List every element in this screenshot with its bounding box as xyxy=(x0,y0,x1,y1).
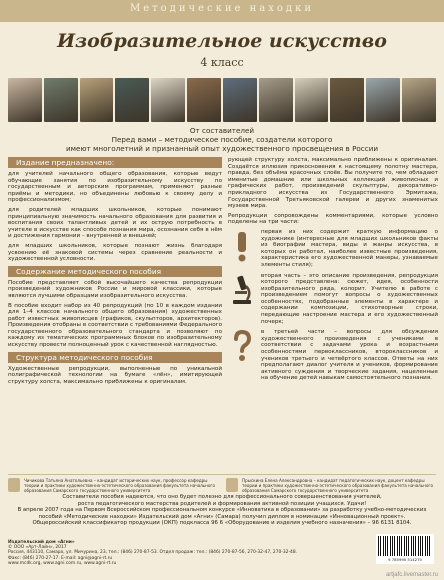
reproduction-thumbnail xyxy=(295,78,329,122)
publisher-name: Издательский дом «Агни» xyxy=(8,540,75,545)
publisher-address: Россия, 443110, Самара, ул. Мичурина, 23, тел.: (846) 270-87-53. Отдел продаж: тел.: (846) 270-87-56, 270-32-47, 270-32-48. Факс: (846) 270-27-17. E-mail: agni@agni-rt.ru xyxy=(8,550,298,561)
imprint xyxy=(8,540,308,566)
reproduction-thumbnail xyxy=(115,78,149,122)
footer-line-1: Составители пособия надеются, что оно будет полезно для профессионального совершенствования учителей, xyxy=(62,494,382,500)
barcode xyxy=(376,534,434,564)
reproduction-thumbnail xyxy=(402,78,436,122)
publisher-websites: www.mcdk.org, www.agni.com.ru, www.agni-rt.ru xyxy=(8,560,117,566)
heading-contents: Содержание методического пособия xyxy=(8,266,222,277)
watermark: artjafc.livemaster.ru xyxy=(385,572,438,578)
reproduction-thumbnail xyxy=(80,78,114,122)
footer-text xyxy=(8,494,436,527)
reproduction-thumbnail xyxy=(330,78,364,122)
microscope-icon xyxy=(228,273,256,307)
reproduction-thumbnail xyxy=(259,78,293,122)
footer-line-4: Общероссийский классификатор продукции (ОКП) подкласса 96 6 «Оборудование и изделия учебного назначения» – 96 6131 8104. xyxy=(32,520,412,526)
reproduction-thumbnail xyxy=(187,78,221,122)
heading-purpose: Издание предназначено: xyxy=(8,157,222,168)
authors-row xyxy=(8,474,436,493)
reproduction-thumbnail xyxy=(44,78,78,122)
author-2 xyxy=(226,478,436,493)
author-2-photo xyxy=(226,478,238,492)
structure-paragraph: Художественные репродукции, выполненные по уникальной полиграфической технологии на бумаге «лён», имитирующей структуру холста, максимально приближены к оригиналам. xyxy=(8,365,222,385)
intro-heading: От составителей xyxy=(189,126,255,135)
author-1-photo xyxy=(8,478,20,492)
heading-structure: Структура методического пособия xyxy=(8,352,222,363)
comment-part-1-text: первая из них содержит краткую информацию о художнике (интересные для младших школьников факты из биографии мастера, виды и жанры искусства, в которых он работал, наиболее известные произведения, характеристика его художественной манеры, узнаваемые элементы стиля); xyxy=(261,228,438,268)
author-1-bio: Чичикова Татьяна Анатольевна – кандидат исторических наук, профессор кафедры теории и практики художественно-эстетического образования факультета начального образования Самарского государственного университета xyxy=(24,478,216,493)
author-2-bio: Прыскина Елена Александровна – кандидат педагогических наук, доцент кафедры теории и практики художественно-эстетического образования факультета начального образования Самарского государственного университета xyxy=(242,478,434,493)
reproduction-thumbnail xyxy=(151,78,185,122)
intro-line-2: Перед вами – методическое пособие, создатели которого xyxy=(111,135,333,144)
left-column xyxy=(8,157,222,388)
comment-part-1 xyxy=(228,229,438,269)
purpose-pupils: для младших школьников, которые познают жизнь благодаря усвоению её знаковой системы через сравнение реальности и художественной условности. xyxy=(8,242,222,263)
intro-line-3: имеют многолетний и признанный опыт художественного просвещения в России xyxy=(65,144,379,153)
reproduction-thumbnail xyxy=(8,78,42,122)
purpose-parents: для родителей младших школьников, которые понимают принципиальную значимость начального образования для развития и воспитания своих талантливых детей и их острую потребность в учителе в искусстве как способе познания мира, осознания себя в нём и достижения гармонии – внутренней и внешней; xyxy=(8,206,222,240)
purpose-teachers: для учителей начального общего образования, которые ведут обучающие занятия по изобразительному искусству по государственным и авторским программам, применяют разные приёмы и методики, но объединены любовью к своему делу и профессионализмом; xyxy=(8,171,222,204)
right-column xyxy=(228,157,438,386)
reproduction-thumbnail xyxy=(366,78,400,122)
book-title: Изобразительное искусство xyxy=(57,30,387,52)
comment-part-3 xyxy=(228,329,438,382)
barcode-bars xyxy=(378,536,432,556)
series-title: Методические находки xyxy=(129,3,315,14)
reproduction-thumbnail xyxy=(223,78,257,122)
copyright: © ООО «Арт-Лайн», 2017 xyxy=(8,545,67,551)
exclamation-icon xyxy=(228,229,256,263)
comment-part-2 xyxy=(228,273,438,326)
barcode-number: 9 785990 514270 xyxy=(388,557,422,562)
contents-paragraph-1: Пособие представляет собой высочайшего качества репродукции произведений художников России и мировой классики, которые являются лучшими образцами изобразительного искусства. xyxy=(8,279,222,299)
reproductions-strip xyxy=(8,78,436,122)
author-1 xyxy=(8,478,218,493)
question-mark-icon xyxy=(228,329,256,363)
footer-line-3: В апреле 2007 года на Первом Всероссийском профессиональном конкурсе «Инноватика в образовании» за разработку учебно-методических пособий «Методические находки» Издательский дом «Агни» (Самара) получил диплом в номинации «Инновационный проект». xyxy=(17,507,427,520)
intro xyxy=(0,126,444,153)
grade-label: 4 класс xyxy=(200,56,244,69)
comment-part-2-text: вторая часть – это описание произведения, репродукция которого представлена: сюжет, идея, особенности изобразительного ряда, колорит. Учителю в работе с произведением помогут вопросы о художественных особенностях, подобранные элементы в характере и содержании композиции, стихотворные строки, передающие настроение мастера и его художественный почерк; xyxy=(261,272,438,325)
comment-part-3-text: в третьей части – вопросы для обсуждения художественного произведения с учениками в соответствии с задачами урока и возрастными особенностями первоклассников, второклассников и учеников третьего и четвёртого классов. Ответы на них предполагают диалог учителя и учеников, формирование активного суждения и творческие задания, нацеленные на обучение детей навыкам самостоятельного познания. xyxy=(261,329,438,382)
right-paragraph-1: рующей структуру холста, максимально приближены к оригиналам. Создаётся иллюзия прикосновения к настоящему полотну мастера, правда, без объёма красочных слоёв. Вы получите то, чем обладают именитые домашние или школьных коллекций живописных и графических работ, произведений скульптуры, декоративно-прикладного искусства из Государственного Эрмитажа, Государственной Третьяковской галереи и других знаменитых музеев мира. xyxy=(228,157,438,210)
right-paragraph-2: Репродукции сопровождены комментариями, которые условно поделены на три части: xyxy=(228,212,438,226)
footer-line-2: роста педагогического мастерства родителей и формирования активной позиции учащихся. Удачи! xyxy=(77,500,367,507)
contents-paragraph-2: В пособие входит набор из 40 репродукций (по 10 в каждом издании для 1–4 классов начального общего образования) художественных работ известных живописцев (графиков, скульпторов, архитекторов). Произведения отобраны в соответствии с требованиями Федерального государственного образовательного стандарта и позволяют по каждому из тематических программных блоков по изобразительному искусству провести полноценный урок с качественной наглядностью. xyxy=(8,302,222,349)
